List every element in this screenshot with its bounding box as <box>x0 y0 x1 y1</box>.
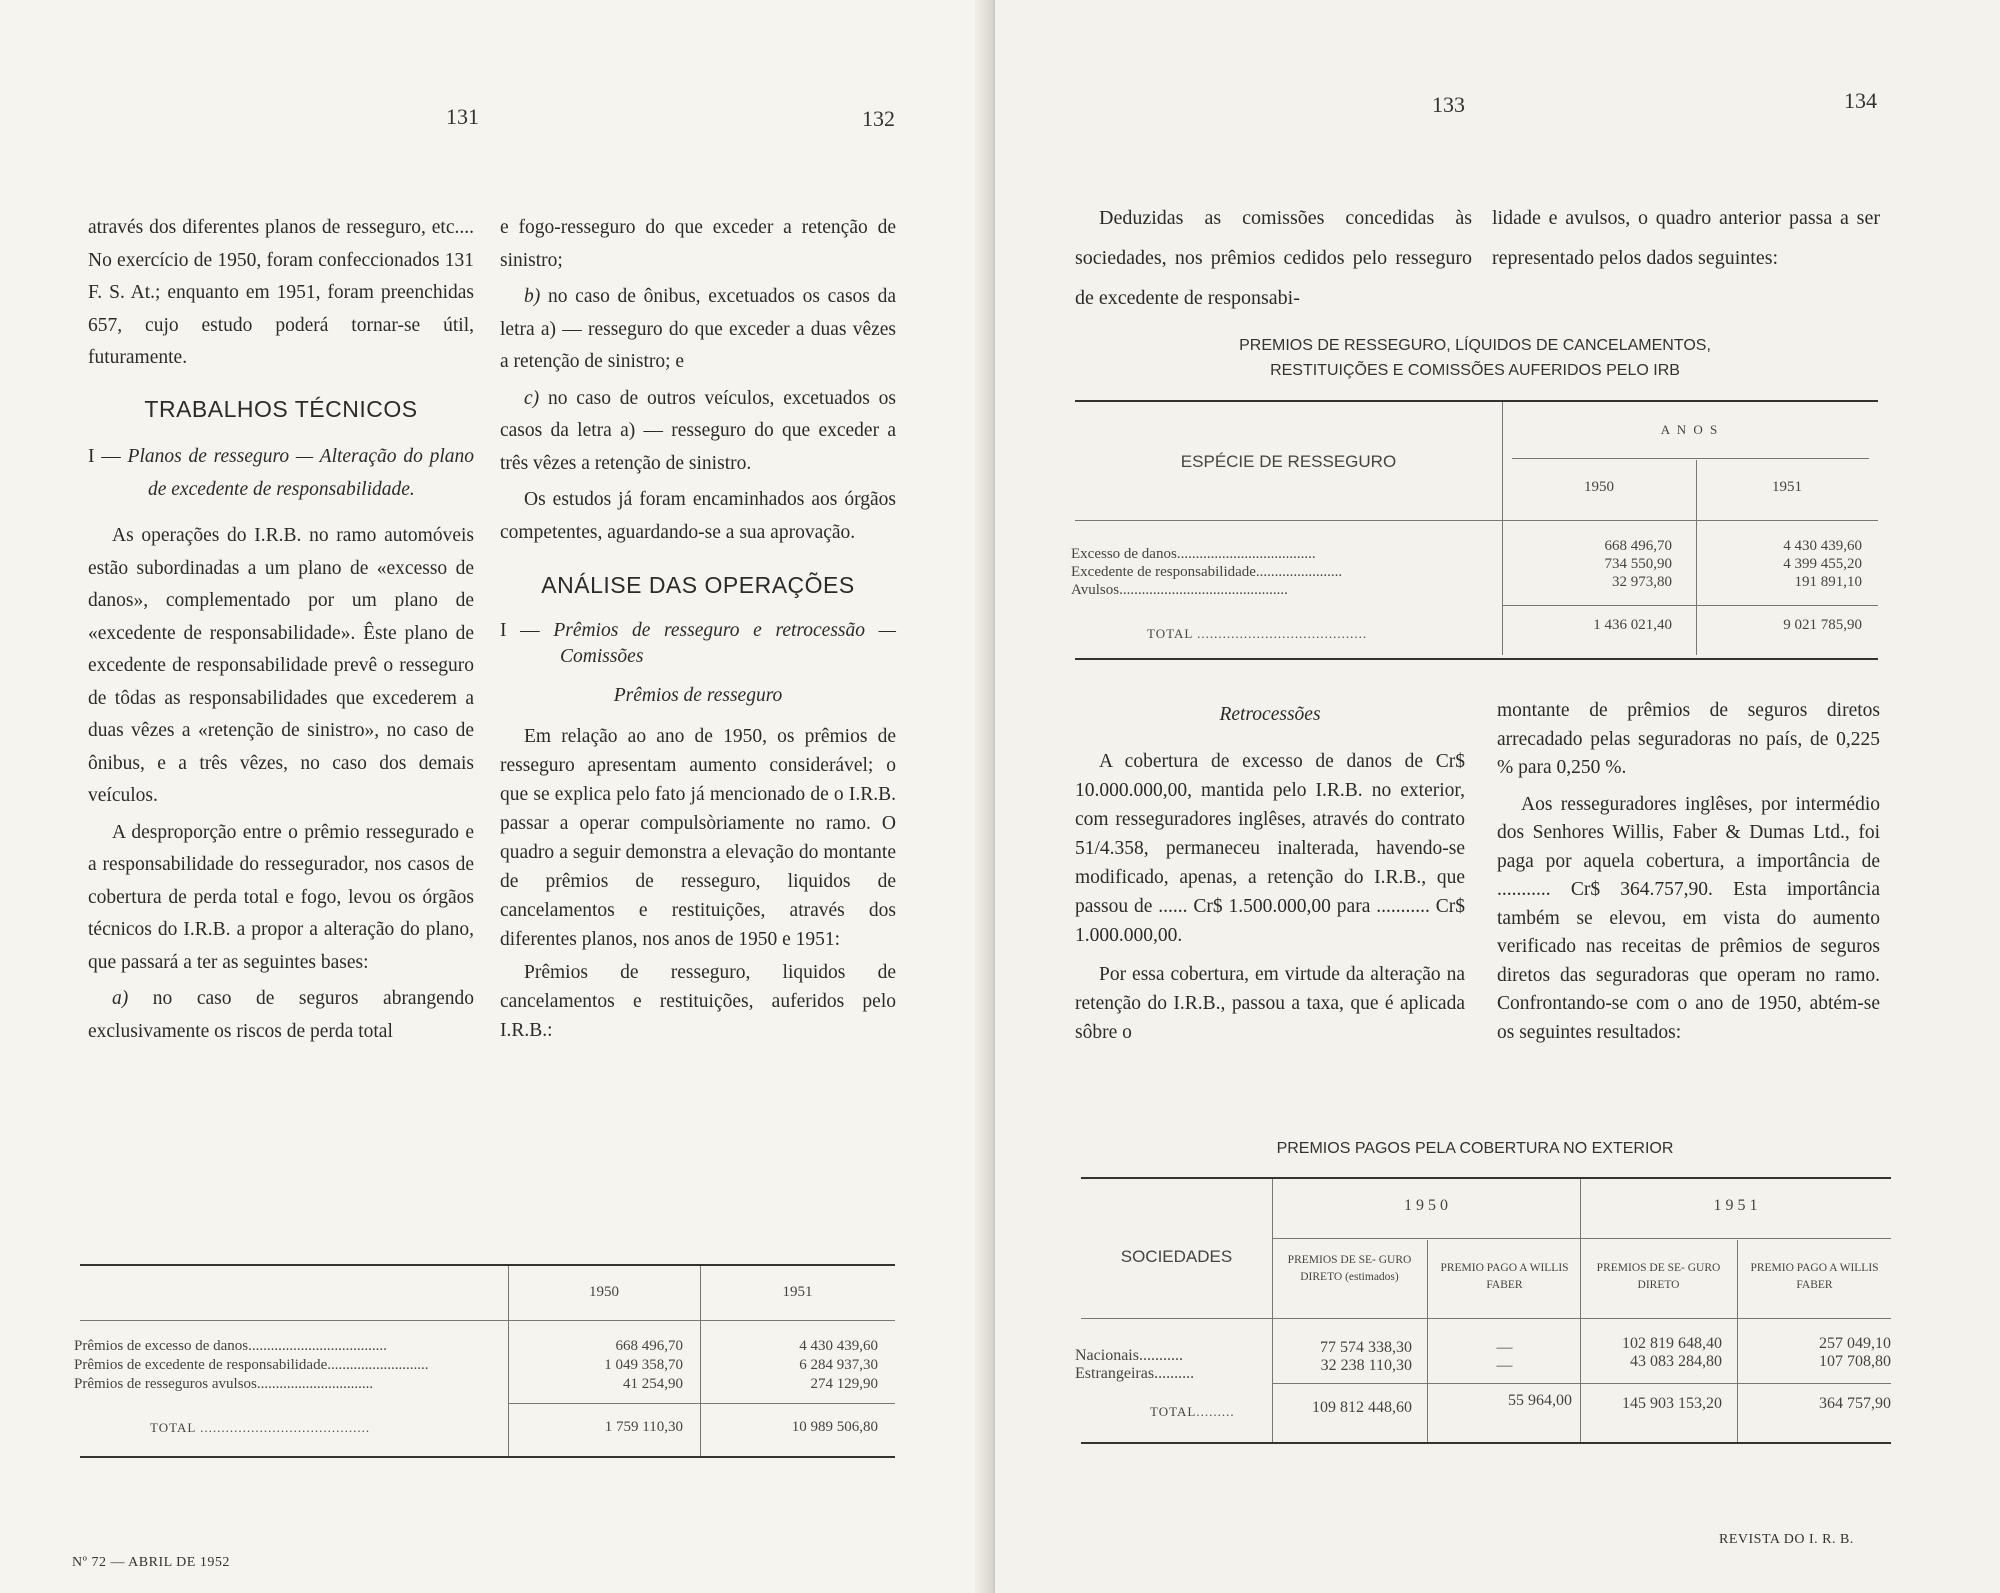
footer-issue: Nº 72 — ABRIL DE 1952 <box>72 1555 230 1570</box>
table-cell: 257 049,10 <box>1819 1335 1891 1352</box>
column-133-bottom <box>1075 700 1465 1051</box>
table-cell: 1 049 358,70 <box>604 1357 683 1373</box>
column-header-1950: 1950 <box>1584 479 1614 495</box>
paragraph <box>500 383 896 481</box>
table-rule <box>1512 458 1869 459</box>
table-rule <box>1081 1318 1891 1319</box>
table-row-label: Prêmios de excesso de danos..................................... <box>74 1338 387 1354</box>
letter: a) <box>112 988 129 1009</box>
table-cell: 77 574 338,30 <box>1320 1339 1412 1356</box>
paragraph: montante de prêmios de seguros diretos arrecadado pelas seguradoras no país, de 0,225 % para 0,250 %. <box>1497 700 1880 778</box>
paragraph: A desproporção entre o prêmio ressegurado e a responsabilidade do ressegurador, nos casos de cobertura de perda total e fogo, levou os órgãos técnicos do I.R.B. a propor a alteração do plano, que passará a ter as seguintes bases: <box>88 821 474 973</box>
page-number-132: 132 <box>862 106 895 131</box>
table-rule <box>1272 1383 1891 1384</box>
table-cell: 4 399 455,20 <box>1783 556 1862 572</box>
table-total-cell: 145 903 153,20 <box>1622 1395 1722 1412</box>
table-total-label: TOTAL ........................................ <box>1147 626 1368 641</box>
table-cell: 191 891,10 <box>1794 574 1862 590</box>
subheading: Retrocessões <box>1219 704 1321 725</box>
table-total-label: TOTAL......... <box>1150 1404 1235 1419</box>
subheading: Prêmios de resseguro <box>613 684 783 706</box>
table-row-label: Nacionais........... <box>1075 1347 1183 1364</box>
column-subheader: PREMIO PAGO A WILLIS FABER <box>1440 1262 1569 1291</box>
table-cell: 32 973,80 <box>1612 574 1672 590</box>
item-heading <box>88 441 474 506</box>
table-cell: 734 550,90 <box>1604 556 1672 572</box>
caption-line: RESTITUIÇÕES E COMISSÕES AUFERIDOS PELO IRB <box>1270 362 1680 379</box>
column-134-bottom <box>1497 697 1880 1051</box>
table-cell: 107 708,80 <box>1819 1353 1891 1370</box>
item-number: I — <box>500 619 540 641</box>
column-header-1950: 1950 <box>589 1284 619 1300</box>
section-heading: ANÁLISE DAS OPERAÇÕES <box>541 572 855 598</box>
table-rule <box>1502 605 1878 606</box>
table-caption: PREMIOS PAGOS PELA COBERTURA NO EXTERIOR <box>1276 1140 1674 1157</box>
right-page <box>995 0 2000 1593</box>
table-row-label: Estrangeiras.......... <box>1075 1365 1195 1382</box>
table-total-cell: 10 989 506,80 <box>791 1419 878 1435</box>
table-cell: 102 819 648,40 <box>1622 1335 1722 1352</box>
footer-journal: REVISTA DO I. R. B. <box>1719 1532 1854 1547</box>
paragraph: A cobertura de excesso de danos de Cr$ 10.000.000,00, mantida pelo I.R.B. no exterior, com resseguradores inglêses, através do contrato 51/4.358, permaneceu inalterada, havendo-se modificado, apenas, a retenção do I.R.B., que passou de ...... Cr$ 1.500.000,00 para ........... Cr$ 1.000.000,00. <box>1075 751 1465 946</box>
paragraph: As operações do I.R.B. no ramo automóveis estão subordinadas a um plano de «excesso de danos», complementado por um plano de «excedente de responsabilidade». Êste plano de excedente de responsabilidade prevê o resseguro de tôdas as responsabilidades que excederem a duas vêzes a «retenção de sinistro», no caso de ônibus, e a três vêzes, no caso dos demais veículos. <box>88 525 474 806</box>
table-rule <box>508 1403 895 1404</box>
column-134-top <box>1492 198 1880 282</box>
column-132 <box>500 212 896 1049</box>
paragraph: Aos resseguradores inglêses, por intermédio dos Senhores Willis, Faber & Dumas Ltd., foi paga por aquela cobertura, a importância de ........... Cr$ 364.757,90. Esta importância também se elevou, em vista do aumento verificado nas receitas de prêmios de seguros diretos das seguradoras que operam no ramo. Confrontando-se com o ano de 1950, abtém-se os seguintes resultados: <box>1497 793 1880 1043</box>
table-row-label: Excesso de danos..................................... <box>1071 546 1316 562</box>
table-row-label: Prêmios de resseguros avulsos............................... <box>74 1376 374 1392</box>
column-header-sociedades: SOCIEDADES <box>1120 1247 1233 1266</box>
table-cell: 32 238 110,30 <box>1320 1357 1412 1374</box>
paragraph: e fogo-resseguro do que exceder a retenção de sinistro; <box>500 217 896 271</box>
column-133-top <box>1075 198 1472 322</box>
table-cell: 668 496,70 <box>1604 538 1672 554</box>
paragraph-text: no caso de ônibus, excetuados os casos da letra a) — resseguro do que exceder a duas vêzes a retenção de sinistro; e <box>500 286 897 372</box>
table-total-label: TOTAL ........................................ <box>150 1420 371 1435</box>
column-header-1951: 1951 <box>1772 479 1802 495</box>
item-text: Prêmios de resseguro e retrocessão — Comissões <box>553 619 896 667</box>
column-header-1950: 1 9 5 0 <box>1404 1197 1448 1214</box>
item-heading <box>500 618 896 670</box>
column-header-1951: 1951 <box>782 1284 813 1300</box>
item-number: I — <box>88 446 121 467</box>
paragraph: Em relação ao ano de 1950, os prêmios de resseguro apresentam aumento considerável; o que se explica pelo fato já mencionado de o I.R.B. passar a operar compulsòriamente no ramo. O quadro a seguir demonstra a elevação do montante de prêmios de resseguro, liquidos de cancelamentos e restituições, através dos diferentes planos, nos anos de 1950 e 1951: <box>500 726 896 950</box>
table-caption <box>1055 333 1895 383</box>
paragraph <box>88 983 474 1048</box>
table-cell: 668 496,70 <box>615 1338 683 1354</box>
table-total-cell: 55 964,00 <box>1508 1392 1572 1409</box>
page-number-133: 133 <box>1432 92 1465 117</box>
page-number-134: 134 <box>1844 88 1877 113</box>
left-page <box>0 0 990 1593</box>
section-heading: TRABALHOS TÉCNICOS <box>144 395 418 422</box>
table-cell: 4 430 439,60 <box>799 1338 878 1354</box>
table-rule <box>80 1456 895 1458</box>
column-header-anos: A N O S <box>1660 422 1720 437</box>
paragraph-text: no caso de seguros abrangendo exclusivamente os riscos de perda total <box>88 988 474 1042</box>
letter: b) <box>524 286 541 307</box>
table-total-cell: 109 812 448,60 <box>1312 1399 1412 1416</box>
table-rule <box>1075 520 1878 521</box>
paragraph <box>500 281 896 379</box>
caption-line: PREMIOS DE RESSEGURO, LÍQUIDOS DE CANCELAMENTOS, <box>1239 337 1711 354</box>
paragraph: Prêmios de resseguro, liquidos de cancelamentos e restituições, auferidos pelo I.R.B.: <box>500 962 896 1041</box>
table-cell: 6 284 937,30 <box>799 1357 878 1373</box>
table-rule <box>1075 400 1878 402</box>
table-row-label: Prêmios de excedente de responsabilidade........................... <box>74 1357 429 1373</box>
letter: c) <box>524 387 540 409</box>
item-text: Planos de resseguro — Alteração do plano de excedente de responsabilidade. <box>127 446 475 500</box>
table-total-cell: 1 759 110,30 <box>604 1419 683 1435</box>
table-cell: — <box>1496 1357 1513 1374</box>
table-cell: 4 430 439,60 <box>1783 538 1862 554</box>
column-subheader: PREMIO PAGO A WILLIS FABER <box>1750 1262 1879 1291</box>
table-cell: 274 129,90 <box>810 1376 878 1392</box>
column-subheader: PREMIOS DE SE- GURO DIRETO <box>1596 1262 1721 1291</box>
paragraph-text: no caso de outros veículos, excetuados os casos da letra a) — resseguro do que exceder a três vêzes a retenção de sinistro. <box>500 387 897 474</box>
paragraph: Os estudos já foram encaminhados aos órgãos competentes, aguardando-se a sua aprovação. <box>500 489 896 543</box>
column-131 <box>88 212 474 1052</box>
table-rule <box>80 1264 895 1266</box>
table-rule <box>1075 658 1878 660</box>
paragraph: Deduzidas as comissões concedidas às sociedades, nos prêmios cedidos pelo resseguro de excedente de responsabi- <box>1075 207 1472 309</box>
page-number-131: 131 <box>446 104 479 129</box>
table-cell: — <box>1496 1339 1513 1356</box>
table-rule <box>1081 1177 1891 1179</box>
table-row-label: Avulsos............................................. <box>1071 582 1288 598</box>
table-rule <box>80 1320 895 1321</box>
table-rule <box>1081 1442 1891 1444</box>
table-rule <box>1272 1238 1891 1239</box>
table-total-cell: 364 757,90 <box>1819 1395 1891 1412</box>
table-total-cell: 9 021 785,90 <box>1783 617 1862 633</box>
paragraph: através dos diferentes planos de resseguro, etc.... No exercício de 1950, foram confeccionados 131 F. S. At.; enquanto em 1951, foram preenchidas 657, cujo estudo poderá tornar-se útil, futuramente. <box>88 217 474 368</box>
column-header-especie: ESPÉCIE DE RESSEGURO <box>1180 452 1397 471</box>
table-cell: 41 254,90 <box>623 1376 683 1392</box>
table-row-label: Excedente de responsabilidade....................... <box>1071 564 1343 580</box>
paragraph: lidade e avulsos, o quadro anterior passa a ser representado pelos dados seguintes: <box>1492 207 1880 269</box>
table-total-cell: 1 436 021,40 <box>1593 617 1672 633</box>
column-header-1951: 1 9 5 1 <box>1713 1197 1758 1214</box>
column-subheader: PREMIOS DE SE- GURO DIRETO (estimados) <box>1287 1254 1412 1283</box>
paragraph: Por essa cobertura, em virtude da alteração na retenção do I.R.B., passou a taxa, que é aplicada sôbre o <box>1075 964 1465 1043</box>
table-cell: 43 083 284,80 <box>1630 1353 1722 1370</box>
